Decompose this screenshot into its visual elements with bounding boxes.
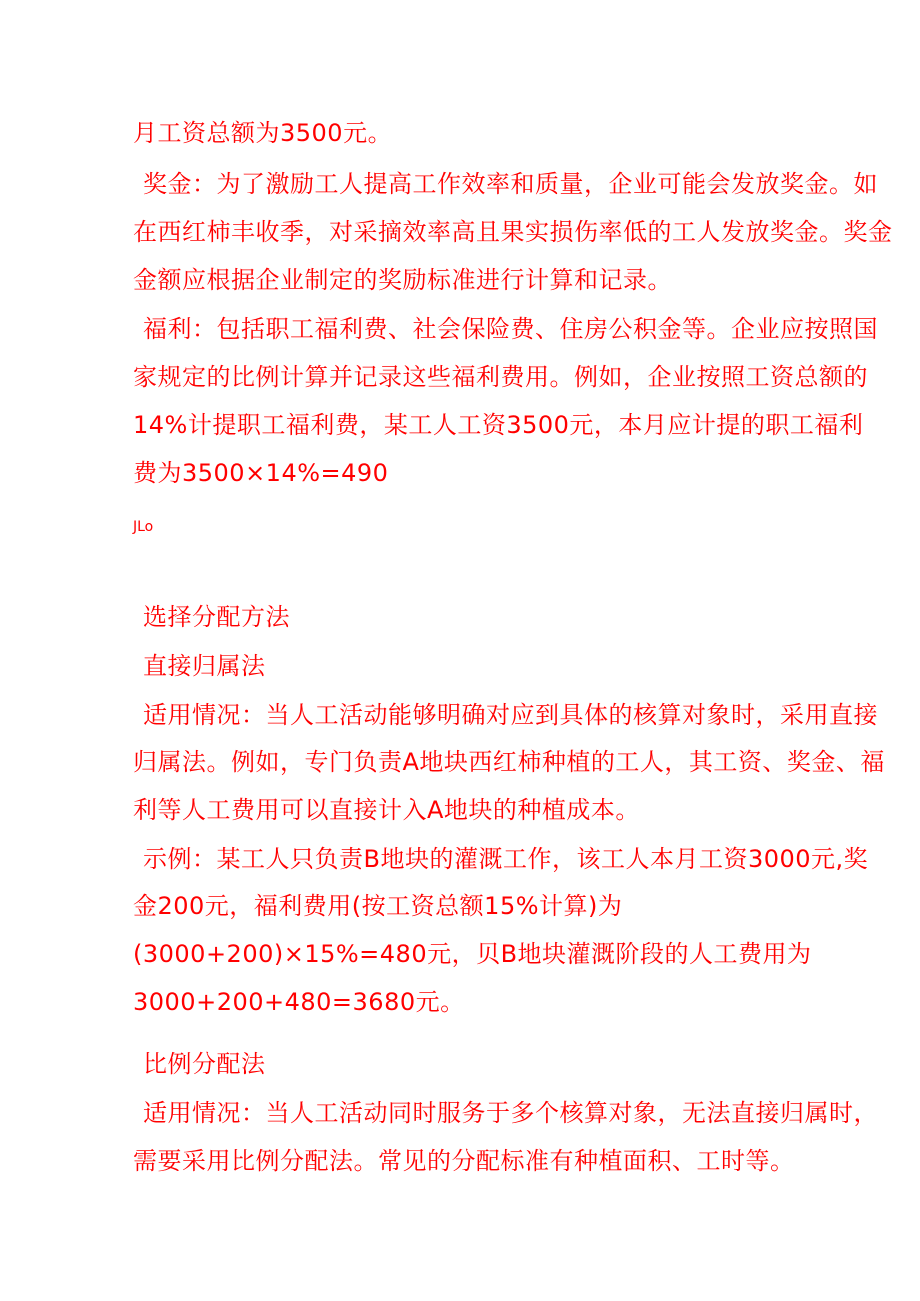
text-fragment: JLo [133, 519, 154, 535]
paragraph-line: 在西红柿丰收季，对采摘效率高且果实损伤率低的工人发放奖金。奖金 [133, 218, 893, 246]
paragraph-line: 金200元，福利费用(按工资总额15%计算)为 [133, 892, 623, 920]
subsection-heading: 直接归属法 [143, 652, 266, 680]
paragraph-line: (3000+200)×15%=480元，贝B地块灌溉阶段的人工费用为 [133, 940, 812, 968]
paragraph-line: 适用情况：当人工活动能够明确对应到具体的核算对象时，采用直接 [143, 701, 878, 729]
paragraph-line: 利等人工费用可以直接计入A地块的种植成本。 [133, 796, 640, 824]
paragraph-line: 归属法。例如，专门负责A地块西红柿种植的工人，其工资、奖金、福 [133, 748, 885, 776]
paragraph-line: 月工资总额为3500元。 [133, 119, 393, 147]
paragraph-line: 费为3500×14%=490 [133, 459, 389, 487]
paragraph-line: 需要采用比例分配法。常见的分配标准有种植面积、工时等。 [133, 1147, 795, 1175]
paragraph-line: 家规定的比例计算并记录这些福利费用。例如，企业按照工资总额的 [133, 363, 868, 391]
section-heading: 选择分配方法 [143, 603, 290, 631]
paragraph-line: 福利：包括职工福利费、社会保险费、住房公积金等。企业应按照国 [143, 315, 878, 343]
paragraph-line: 适用情况：当人工活动同时服务于多个核算对象，无法直接归属时， [143, 1099, 878, 1127]
paragraph-line: 3000+200+480=3680元。 [133, 988, 465, 1016]
paragraph-line: 奖金：为了激励工人提高工作效率和质量，企业可能会发放奖金。如 [143, 170, 878, 198]
subsection-heading: 比例分配法 [143, 1050, 266, 1078]
paragraph-line: 金额应根据企业制定的奖励标准进行计算和记录。 [133, 266, 672, 294]
paragraph-line: 14%计提职工福利费，某工人工资3500元，本月应计提的职工福利 [133, 411, 864, 439]
paragraph-line: 示例：某工人只负责B地块的灌溉工作，该工人本月工资3000元,奖 [143, 845, 869, 873]
